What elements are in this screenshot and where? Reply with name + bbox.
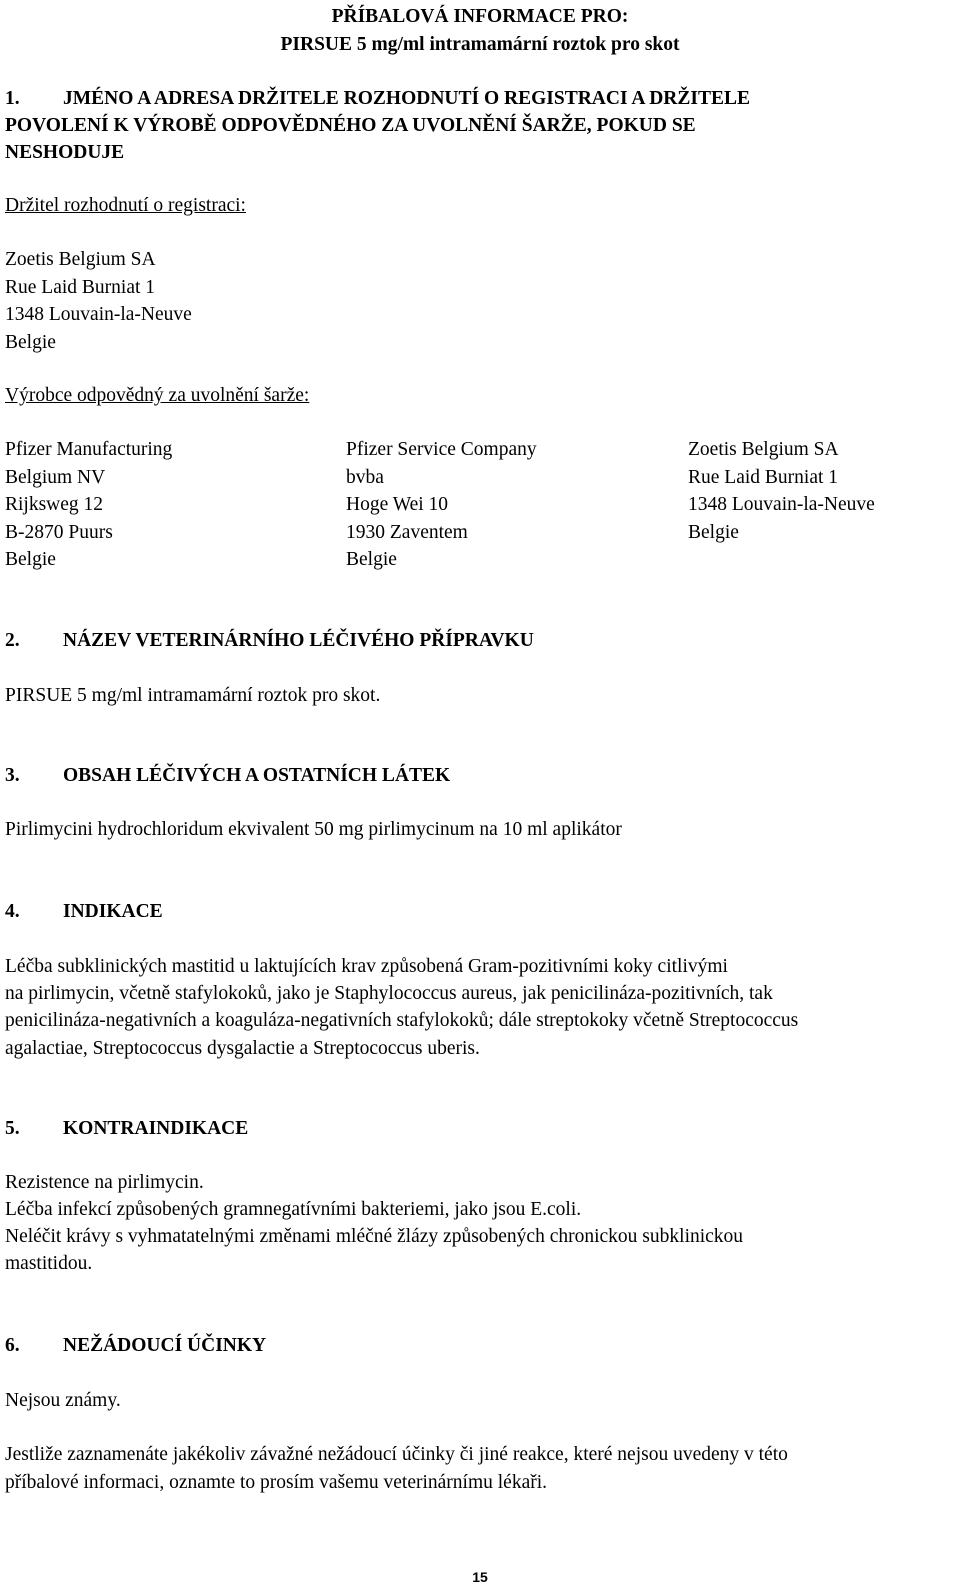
section6-heading bbox=[5, 1332, 266, 1359]
manufacturer-address-line: Belgie bbox=[688, 521, 739, 543]
section1-heading-line2: POVOLENÍ K VÝROBĚ ODPOVĚDNÉHO ZA UVOLNĚNÍ ŠARŽE, POKUD SE bbox=[5, 115, 696, 136]
manufacturer-address-line: 1348 Louvain-la-Neuve bbox=[688, 494, 875, 515]
manufacturer-address-3 bbox=[688, 436, 875, 546]
section2-number: 2. bbox=[5, 630, 20, 651]
section3-number: 3. bbox=[5, 765, 20, 786]
section4-line: agalactiae, Streptococcus dysgalactie a Streptococcus uberis. bbox=[5, 1038, 480, 1059]
manufacturer-address-line: bvba bbox=[346, 466, 384, 488]
section6-heading-text: NEŽÁDOUCÍ ÚČINKY bbox=[63, 1335, 267, 1356]
section4-heading-text: INDIKACE bbox=[63, 901, 163, 922]
manufacturer-address-line: Rue Laid Burniat 1 bbox=[688, 466, 839, 488]
manufacturer-address-2 bbox=[346, 436, 537, 574]
manufacturer-address-line: Pfizer Manufacturing bbox=[5, 439, 173, 460]
manufacturer-label: Výrobce odpovědný za uvolnění šarže: bbox=[5, 385, 310, 406]
manufacturer-address-line: Rijksweg 12 bbox=[5, 494, 104, 515]
section4-line: penicilináza-negativních a koaguláza-negativních stafylokoků; dále streptokoky včetně Streptococcus bbox=[5, 1010, 799, 1031]
section3-heading-text: OBSAH LÉČIVÝCH A OSTATNÍCH LÁTEK bbox=[63, 765, 451, 786]
section5-line: mastitidou. bbox=[5, 1253, 93, 1274]
section3-text: Pirlimycini hydrochloridum ekvivalent 50 mg pirlimycinum na 10 ml aplikátor bbox=[5, 819, 622, 840]
holder-address-line: Rue Laid Burniat 1 bbox=[5, 276, 156, 298]
holder-address bbox=[5, 246, 192, 356]
section5-heading bbox=[5, 1115, 248, 1142]
section4-heading bbox=[5, 898, 163, 925]
document-title-line2: PIRSUE 5 mg/ml intramamární roztok pro skot bbox=[280, 34, 680, 55]
section5-line: Léčba infekcí způsobených gramnegatívními bakteriemi, jako jsou E.coli. bbox=[5, 1199, 582, 1220]
section2-heading-text: NÁZEV VETERINÁRNÍHO LÉČIVÉHO PŘÍPRAVKU bbox=[63, 630, 534, 651]
section3-heading bbox=[5, 762, 450, 789]
holder-address-line: Belgie bbox=[5, 331, 56, 353]
manufacturer-address-line: B-2870 Puurs bbox=[5, 521, 113, 543]
section1-heading-line3: NESHODUJE bbox=[5, 142, 125, 163]
section6-line: Jestliže zaznamenáte jakékoliv závažné nežádoucí účinky či jiné reakce, které nejsou uvedeny v této bbox=[5, 1444, 788, 1465]
section4-line: na pirlimycin, včetně stafylokoků, jako je Staphylococcus aureus, jak penicilináza-pozitivních, tak bbox=[5, 983, 773, 1004]
section6-text: Nejsou známy. bbox=[5, 1390, 121, 1411]
section6-line: příbalové informaci, oznamte to prosím vašemu veterinárnímu lékaři. bbox=[5, 1472, 548, 1493]
holder-label: Držitel rozhodnutí o registraci: bbox=[5, 195, 246, 216]
manufacturer-address-line: Hoge Wei 10 bbox=[346, 494, 449, 515]
section1-heading bbox=[5, 85, 750, 112]
holder-address-line: Zoetis Belgium SA bbox=[5, 249, 156, 270]
manufacturer-address-line: Pfizer Service Company bbox=[346, 439, 537, 460]
manufacturer-address-1 bbox=[5, 436, 172, 574]
section5-heading-text: KONTRAINDIKACE bbox=[63, 1118, 249, 1139]
document-title-line1: PŘÍBALOVÁ INFORMACE PRO: bbox=[331, 6, 629, 27]
manufacturer-address-line: 1930 Zaventem bbox=[346, 521, 468, 543]
section1-heading-line1: JMÉNO A ADRESA DRŽITELE ROZHODNUTÍ O REGISTRACI A DRŽITELE bbox=[63, 88, 751, 109]
section5-line: Neléčit krávy s vyhmatatelnými změnami mléčné žlázy způsobených chronickou subklinickou bbox=[5, 1226, 744, 1247]
manufacturer-address-line: Zoetis Belgium SA bbox=[688, 439, 839, 460]
section5-number: 5. bbox=[5, 1118, 20, 1139]
section2-heading bbox=[5, 627, 534, 654]
section6-number: 6. bbox=[5, 1335, 20, 1356]
manufacturer-address-line: Belgium NV bbox=[5, 466, 106, 488]
holder-address-line: 1348 Louvain-la-Neuve bbox=[5, 304, 192, 325]
section4-number: 4. bbox=[5, 901, 20, 922]
section2-text: PIRSUE 5 mg/ml intramamární roztok pro skot. bbox=[5, 685, 381, 706]
manufacturer-address-line: Belgie bbox=[346, 549, 397, 570]
section1-number: 1. bbox=[5, 88, 20, 109]
page-number: 15 bbox=[472, 1569, 488, 1585]
section4-line: Léčba subklinických mastitid u laktujících krav způsobená Gram-pozitivními koky citlivými bbox=[5, 956, 728, 977]
section5-line: Rezistence na pirlimycin. bbox=[5, 1172, 204, 1193]
manufacturer-address-line: Belgie bbox=[5, 549, 56, 570]
